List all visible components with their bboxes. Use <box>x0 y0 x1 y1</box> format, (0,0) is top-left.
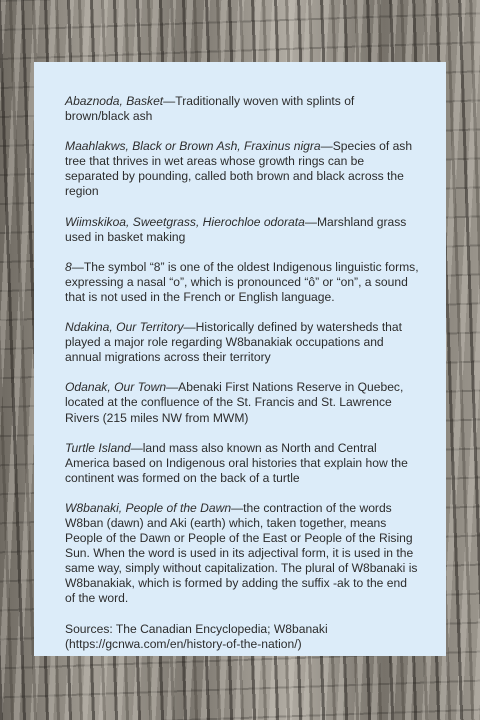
glossary-definition: —Historically defined by watersheds that played a major role regarding W8banakiak occupations and annual migrations across their territory <box>65 320 402 365</box>
glossary-card <box>34 62 446 656</box>
glossary-entry-sweetgrass <box>65 215 420 245</box>
glossary-definition: —the contraction of the words W8ban (dawn) and Aki (earth) which, taken together, means People of the Dawn or People of the East or People of the Rising Sun. When the word is used in its adjectival form, it is used in the same way, simply without capitalization. The plural of W8banaki is W8banakiak, which is formed by adding the suffix -ak to the end of the word. <box>65 500 418 606</box>
sources-note: Sources: The Canadian Encyclopedia; W8banaki (https://gcnwa.com/en/history-of-the-nation/) <box>65 621 328 651</box>
glossary-entry-basket <box>65 94 420 124</box>
glossary-term: 8 <box>65 259 72 274</box>
glossary-entry-odanak <box>65 380 420 425</box>
glossary-term: Turtle Island <box>65 440 131 455</box>
glossary-definition: —Species of ash tree that thrives in wet areas whose growth rings can be separated by pounding, called both brown and black across the region <box>65 139 413 199</box>
glossary-entry-turtle-island <box>65 441 420 486</box>
glossary-entry-ash <box>65 139 420 199</box>
glossary-definition: —Marshland grass used in basket making <box>65 214 407 244</box>
glossary-definition: —Traditionally woven with splints of brown/black ash <box>65 94 355 124</box>
glossary-term: Odanak, Our Town <box>65 380 167 395</box>
glossary-term: Abaznoda, Basket <box>65 94 164 108</box>
glossary-term: Wiimskikoa, Sweetgrass, Hierochloe odorata <box>65 214 305 229</box>
glossary-term: W8banaki, People of the Dawn <box>65 500 232 515</box>
glossary-definition: —The symbol “8” is one of the oldest Indigenous linguistic forms, expressing a nasal “o”, which is pronounced “ô” or “on”, a sound that is not used in the French or English language. <box>65 259 419 304</box>
glossary-term: Maahlakws, Black or Brown Ash, Fraxinus nigra <box>65 139 321 154</box>
glossary-definition: —Abenaki First Nations Reserve in Quebec, located at the confluence of the St. Francis and St. Lawrence Rivers (215 miles NW from MWM) <box>65 380 404 425</box>
glossary-entry-ndakina <box>65 320 420 365</box>
glossary-term: Ndakina, Our Territory <box>65 320 184 335</box>
glossary-definition: —land mass also known as North and Central America based on Indigenous oral histories that explain how the continent was formed on the back of a turtle <box>65 440 408 485</box>
glossary-entry-symbol-8 <box>65 260 420 305</box>
glossary-entry-w8banaki <box>65 501 420 607</box>
